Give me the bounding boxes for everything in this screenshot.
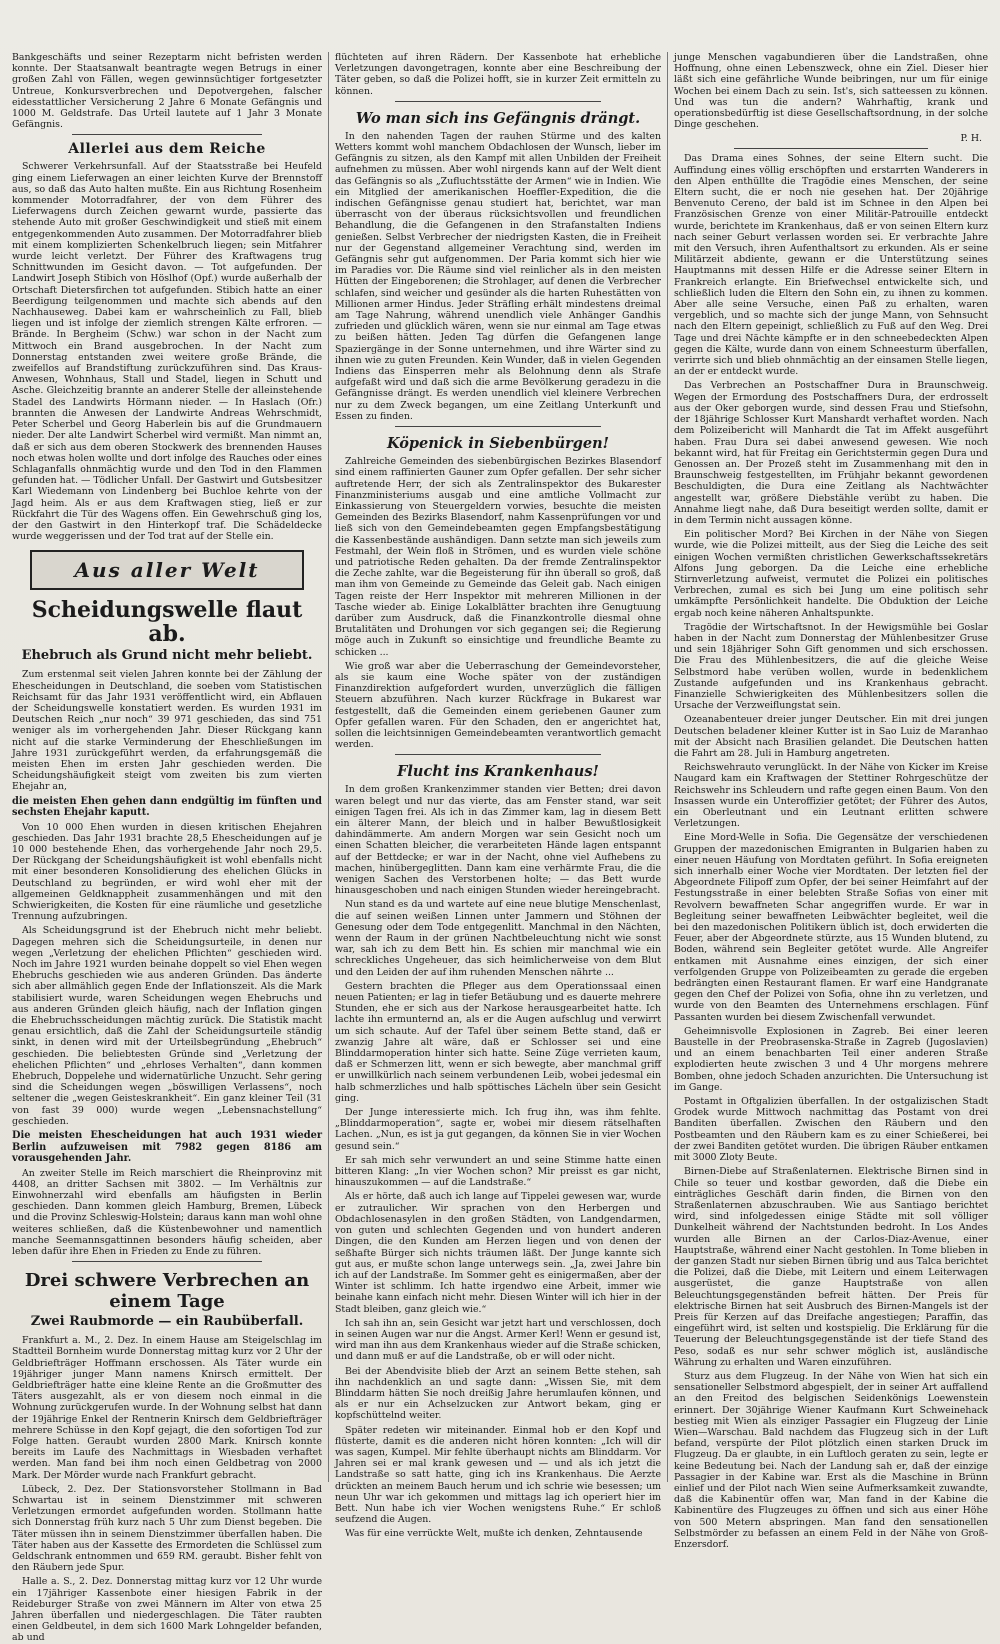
author-signature: P. H. — [960, 133, 982, 145]
section-banner-aus-aller-welt: Aus aller Welt — [30, 550, 304, 590]
paragraph: Das Drama eines Sohnes, der seine Eltern sucht. Die Auffindung eines völlig erschöpften und erstarrten Wanderers in den Alpen enthüllte die Tragödie eines Menschen, der seine Eltern sucht, die er noch nie gesehen hat. Der 20jährige Benvenuto Cereno, der bald ist im Schnee in den Alpen bei Französischen Grenze von einer Militär-Patrouille entdeckt wurde, berichtete im Krankenhaus, daß er von seinen Eltern kurz nach seiner Geburt verlassen worden sei. Er verbrachte Jahre mit den Versuch, ihren Aufenthaltsort zu erkunden. Als er seine Militärzeit abdiente, gewann er die Unterstützung seines Hauptmanns mit dessen Hilfe er die Adresse seiner Eltern in Frankreich erlangte. Ein Briefwechsel entwickelte sich, und schließlich luden die Eltern den Sohn ein, zu ihnen zu kommen. Aber alle seine Versuche, einen Paß zu erhalten, waren vergeblich, und so machte sich der junge Mann, von Sehnsucht nach den Eltern gepeinigt, schließlich zu Fuß auf den Weg. Drei Tage und drei Nächte kämpfte er in den schneebedeckten Alpen gegen die Kälte, wurde dann von einem Schneesturm überfallen, verirrte sich und blieb ohnmächtig an der einsamen Stelle liegen, an der er entdeckt wurde. — [674, 153, 988, 378]
paragraph: In den nahenden Tagen der rauhen Stürme und des kalten Wetters kommt wohl manchem Obdachlosen der Wunsch, lieber im Gefängnis zu sitzen, als den Kampf mit allen Unbilden der Freiheit aufnehmen zu müssen. Aber wohl nirgends kann auf der Welt dient das Gefängnis so als „Zufluchtsstätte der Armen“ wie in Indien. Wie ein Mitglied der amerikanischen Hoeffler-Expedition, die die indischen Gefängnisse genau studiert hat, berichtet, war man überrascht von der überaus rücksichtsvollen und freundlichen Behandlung, die die Gefangenen in den Strafanstalten Indiens genießen. Selbst Verbrecher der niedrigsten Kasten, die in Freiheit nur der Gegenstand allgemeiner Verachtung sind, werden im Gefängnis sehr gut aufgenommen. Der Paria kommt sich hier wie im Paradies vor. Die Räume sind viel reinlicher als in den meisten Hütten der Eingeborenen; die Strohlager, auf denen die Verbrecher schlafen, sind weicher und gesünder als die harten Ruhestätten von Millionen armer Hindus. Jeder Sträfling erhält mindestens dreimal am Tage Nahrung, während unendlich viele Anhänger Gandhis zufrieden und glücklich wären, wenn sie nur einmal am Tage etwas zu beißen hätten. Jeden Tag dürfen die Gefangenen lange Spaziergänge in der Sonne unternehmen, und ihre Wärter sind zu ihnen wie zu guten Freunden. Kein Wunder, daß in vielen Gegenden Indiens das Einsperren mehr als Belohnung denn als Strafe aufgefaßt wird und daß sich die arme Bevölkerung geradezu in die Gefängnisse drängt. Es werden unendlich viel kleinere Verbrechen nur zu dem Zweck begangen, um eine Zeitlang Unterkunft und Essen zu finden. — [335, 130, 661, 422]
paragraph: An zweiter Stelle im Reich marschiert die Rheinprovinz mit 4408, an dritter Sachsen mit 3802. — Im Verhältnis zur Einwohnerzahl wird ebenfalls am häufigsten in Berlin geschieden. Dann kommen gleich Hamburg, Bremen, Lübeck und die Provinz Schleswig-Holstein; daraus kann man wohl ohne weiteres schließen, daß die Küstenbewohner und namentlich manche Seemannsgattinnen besonders häufig scheiden, aber leben dafür ihre Ehen in Frieden zu Ende zu führen. — [12, 1167, 322, 1257]
column-1 — [6, 52, 328, 1644]
paragraph: Gestern brachten die Pfleger aus dem Operationssaal einen neuen Patienten; er lag in tiefer Betäubung und es dauerte mehrere Stunden, ehe er sich aus der Narkose herausgearbeitet hatte. Ich lachte ihn ermunternd an, als er die Augen aufschlug und verwirrt um sich schaute. Auf der Tafel über seinem Bette stand, daß er zwanzig Jahre alt wäre, daß er Schlosser sei und eine Blinddarmoperation hinter sich hatte. Seine Züge verrieten kaum, daß er Schmerzen litt, wenn er sich bewegte, aber manchmal griff er unwillkürlich nach seinem verbundenen Leib, wobei jedesmal ein halb schmerzliches und halb spöttisches Lächeln über sein Gesicht ging. — [335, 980, 661, 1104]
paragraph: Halle a. S., 2. Dez. Donnerstag mittag kurz vor 12 Uhr wurde ein 17jähriger Kassenbote einer hiesigen Fabrik in der Reideburger Straße von zwei Männern im Alter von etwa 25 Jahren überfallen und niedergeschlagen. Die Täter raubten einen Geldbeutel, in dem sich 1600 Mark Lohngelder befanden, ab und — [12, 1576, 322, 1644]
subheadline-ehebruch: Ehebruch als Grund nicht mehr beliebt. — [21, 648, 313, 664]
paragraph: Wie groß war aber die Ueberraschung der Gemeindevorsteher, als sie kaum eine Woche später von der zuständigen Finanzdirektion aufgefordert wurden, unverzüglich die fälligen Steuern abzuführen. Nach kurzer Rückfrage in Bukarest war festgestellt, daß die Gemeinden einem geriebenen Gauner zum Opfer gefallen waren. Für den Schaden, den er angerichtet hat, sollen die leichtsinnigen Gemeindebeamten verantwortlich gemacht werden. — [335, 660, 661, 751]
paragraph: Eine Mord-Welle in Sofia. Die Gegensätze der verschiedenen Gruppen der mazedonischen Emigranten in Bulgarien haben zu einer neuen Häufung von Mordtaten geführt. In Sofia ereigneten sich innerhalb einer Woche vier Mordtaten. Der letzten fiel der Abgeordnete Filipoff zum Opfer, der bei seiner Heimfahrt auf der Festungsstraße in einer belebten Straße Sofias von einer mit Revolvern bewaffneten Schar angegriffen wurde. Er war in Begleitung seiner bewaffneten Leibwächter begleitet, weil die bei den mazedonischen Politikern üblich ist, doch erwiderten die Feuer, aber der Abgeordnete stürzte, aus 15 Wunden blutend, zu Boden, während sein Begleiter getötet wurde. Alle Angreifer entkamen mit Ausnahme eines einzigen, der sich einer verfolgenden Gruppe von Polizeibeamten zu gerade die ergeben bedrängten einen Restaurant flamen. Er warf eine Handgranate gegen den Chef der Polizei von Sofia, ohne ihn zu verletzen, und wurde von den Beamten des Unternehmens erschlagen. Fünf Passanten wurden bei diesem Zwischenfall verwundet. — [674, 832, 988, 1023]
bold-statement: Die meisten Ehescheidungen hat auch 1931 wieder Berlin aufzuweisen mit 7982 gegen 8186 am vorausgehenden Jahr. — [12, 1130, 322, 1165]
headline-drei-verbrechen: Drei schwere Verbrechen an einem Tage — [24, 1270, 310, 1313]
divider — [395, 754, 601, 755]
column-2 — [328, 52, 668, 1540]
paragraph: Was für eine verrückte Welt, mußte ich denken, Zehntausende — [345, 1528, 643, 1540]
headline-gefaengnis: Wo man sich ins Gefängnis drängt. — [355, 109, 641, 127]
paragraph: Das Verbrechen an Postschaffner Dura in Braunschweig. Wegen der Ermordung des Postschaffners Dura, der erdrosselt aus der Oker geborgen wurde, sind dessen Frau und Stiefsohn, der 18jährige Schlosser Kurt Manshardt verhaftet worden. Nach dem Polizeibericht will Manhardt die Tat im Affekt ausgeführt haben. Frau Dura sei dabei anwesend gewesen. Wie noch bekannt wird, hat für Freitag ein Gerichtstermin gegen Dura und Genossen an. Der Prozeß steht im Zusammenhang mit den in Braunschweig festgestellten, im Frühjahr bekannt gewordenen Beschuldigten, die Dura eine Zeitlang als Nachtwächter angestellt war, größere Diebstähle verübt zu haben. Die Annahme liegt nahe, daß Dura beseitigt werden sollte, damit er in dem Termin nicht aussagen könne. — [674, 380, 988, 526]
paragraph: Schwerer Verkehrsunfall. Auf der Staatsstraße bei Heufeld ging einem Lieferwagen an einer leichten Kurve der Brennstoff aus, so daß das Auto halten mußte. Ein aus Richtung Rosenheim kommender Motorradfahrer, der von dem Führer des Lieferwagens durch Zeichen gewarnt wurde, passierte das stehende Auto mit großer Geschwindigkeit und stieß mit einem entgegenkommenden Auto zusammen. Der Motorradfahrer blieb mit einem komplizierten Schenkelbruch liegen; sein Mitfahrer wurde leicht verletzt. Der Führer des Kraftwagens trug Schnittwunden im Gesicht davon. — Tot aufgefunden. Der Landwirt Joseph Stibich von Höslhof (Opf.) wurde außerhalb der Ortschaft Dietersfirchen tot aufgefunden. Stibich hatte an einer Beerdigung teilgenommen und machte sich abends auf den Nachhauseweg. Dabei kam er wahrscheinlich zu Fall, blieb liegen und ist infolge der ziemlich strengen Kälte erfroren. — Brände. In Bergheim (Schw.) war schon in der Nacht zum Mittwoch ein Brand ausgebrochen. In der Nacht zum Donnerstag entstanden zwei weitere große Brände, die zweifellos auf Brandstiftung zurückzuführen sind. Das Kraus-Anwesen, Wohnhaus, Stall und Stadel, liegen in Schutt und Asche. Gleichzeitig brannte an anderer Stelle der alleinstehende Stadel des Landwirts Hörmann nieder. — In Haslach (Ofr.) brannten die Anwesen der Landwirte Andreas Wehrschmidt, Peter Scherbel und Georg Haberlein bis auf die Grundmauern nieder. Der alte Landwirt Scherbel wird vermißt. Man nimmt an, daß er sich aus dem oberen Stockwerk des brennenden Hauses noch etwas holen wollte und dort infolge des Rauches oder eines Schlaganfalls ohnmächtig wurde und den Tod in den Flammen gefunden hat. — Tödlicher Unfall. Der Gastwirt und Gutsbesitzer Karl Wiedemann von Lindenberg bei Buchloe kehrte von der Jagd heim. Als er aus dem Kraftwagen stieg, ließ er zur Rückfahrt die Tür des Wagens offen. Ein Gewehrschuß ging los, der den Gastwirt in den Hinterkopf traf. Die Schädeldecke wurde weggerissen und der Tod trat auf der Stelle ein. — [12, 161, 322, 543]
paragraph: Postamt in Oftgalizien überfallen. In der ostgalizischen Stadt Grodek wurde Mittwoch nachmittag das Postamt von drei Banditen überfallen. Zwischen den Räubern und den Postbeamten und den Räubern kam es zu einer Schießerei, bei der zwei Banditen getötet wurden. Die übrigen Räuber entkamen mit 3000 Zloty Beute. — [674, 1096, 988, 1164]
paragraph: Er sah mich sehr verwundert an und seine Stimme hatte einen bitteren Klang: „In vier Wochen schon? Mir preisst es gar nicht, hinauszukommen — auf die Landstraße.“ — [335, 1154, 661, 1189]
headline-scheidungswelle: Scheidungswelle flaut ab. — [31, 597, 303, 648]
paragraph: flüchteten auf ihren Rädern. Der Kassenbote hat erhebliche Verletzungen davongetragen, konnte aber eine Beschreibung der Täter geben, so daß die Polizei hofft, sie in kurzer Zeit ermitteln zu können. — [335, 52, 661, 97]
paragraph: Zum erstenmal seit vielen Jahren konnte bei der Zählung der Ehescheidungen in Deutschland, die soeben vom Statistischen Reichsamt für das Jahr 1931 veröffentlicht wird, ein Abflauen der Scheidungswelle konstatiert werden. Es wurden 1931 im Deutschen Reich „nur noch“ 39 971 geschieden, das sind 751 weniger als im vorhergehenden Jahr. Dieser Rückgang kann nicht auf die starke Verminderung der Eheschließungen im Jahre 1931 zurückgeführt werden, da erfahrungsgemäß die meisten Ehen im ersten Jahr geschieden werden. Die Scheidungshäufigkeit steigt vom zweiten bis zum vierten Ehejahr an, — [12, 669, 322, 793]
divider — [395, 426, 601, 427]
paragraph: Frankfurt a. M., 2. Dez. In einem Hause am Steigelschlag im Stadtteil Bornheim wurde Donnerstag mittag kurz vor 2 Uhr der Geldbriefträger Hoffmann erschossen. Als Täter wurde ein 19jähriger junger Mann namens Knirsch ermittelt. Der Geldbriefträger hatte eine kleine Rente an die Großmutter des Täters ausgezahlt, als er von diesem noch einmal in die Wohnung zurückgerufen wurde. In der Wohnung selbst hat dann der 19jährige Enkel der Rentnerin Knirsch dem Geldbriefträger mehrere Schüsse in den Kopf gejagt, die den sofortigen Tod zur Folge hatten. Geraubt wurden 2800 Mark. Knirsch konnte bereits im Laufe des Nachmittags in Wiesbaden verhaftet werden. Man fand bei ihm noch einen Geldbetrag von 2000 Mark. Der Mörder wurde nach Frankfurt gebracht. — [12, 1335, 322, 1481]
paragraph: Später redeten wir miteinander. Einmal hob er den Kopf und flüsterte, damit es die anderen nicht hören konnten: „Ich will dir was sagen, Kumpel. Mir fehlte überhaupt nichts am Blinddarm. Vor Jahren sei er mal krank gewesen und — und als ich jetzt die Landstraße so satt hatte, ging ich ins Krankenhaus. Die Aerzte drückten an meinem Bauch herum und ich schrie wie besessen; um neun Uhr war ich gekommen und mittags lag ich operiert hier im Bett. Nun habe ich vier Wochen wenigstens Ruhe.“ Er schloß seufzend die Augen. — [335, 1424, 661, 1526]
paragraph: Nun stand es da und wartete auf eine neue blutige Menschenlast, die auf seinen weißen Linnen unter Jammern und Stöhnen der Genesung oder dem Tode entgegenlitt. Manchmal in den Nächten, wenn der Raum in der grünen Nachtbeleuchtung nicht wie sonst war, sah ich zu dem Bett hin. Es schien mir manchmal wie ein schreckliches Ungeheuer, das sich heimlicherweise von dem Blut und den Leiden der auf ihm ruhenden Menschen nährte ... — [335, 899, 661, 978]
headline-koepenick: Köpenick in Siebenbürgen! — [386, 435, 610, 453]
paragraph: junge Menschen vagabundieren über die Landstraßen, ohne Hoffnung, ohne einen Lebenszweck, ohne ein Ziel. Dieser hier läßt sich eine gefährliche Wunde beibringen, nur um für einige Wochen bei einem Dach zu sein. Ist's, sich satteessen zu können. Und was tun die andern? Wahrhaftig, krank und operationsbedürftig ist diese Gesellschaftsordnung, in der solche Dinge geschehen. — [674, 52, 988, 131]
paragraph: Geheimnisvolle Explosionen in Zagreb. Bei einer leeren Baustelle in der Preobrasenska-Straße in Zagreb (Jugoslavien) und an einem benachbarten Teil einer anderen Straße explodierten heute zwischen 3 und 4 Uhr morgens mehrere Bomben, ohne jedoch Schaden anzurichten. Die Untersuchung ist im Gange. — [674, 1025, 988, 1093]
column-3 — [668, 52, 994, 1550]
paragraph: Als Scheidungsgrund ist der Ehebruch nicht mehr beliebt. Dagegen mehren sich die Scheidungsurteile, in denen nur wegen „Verletzung der ehelichen Pflichten“ geschieden wird. Noch im Jahre 1921 wurden beinahe doppelt so viel Ehen wegen Ehebruchs geschieden wie aus anderen Gründen. Das änderte sich aber allmählich gegen Ende der Inflationszeit. Als die Mark stabilisiert wurde, waren Scheidungen wegen Ehebruchs und aus anderen Gründen gleich häufig, nach der Inflation gingen die Ehebruchsscheidungen mächtig zurück. Die Statistik macht genau ersichtlich, daß die Zahl der Scheidungsurteile ständig sinkt, in denen wird mit der Urteilsbegründung „Ehebruch“ geschieden. Die beliebtesten Gründe sind „Verletzung der ehelichen Pflichten“ und „ehrloses Verhalten“, dann kommen Ehebruch, Doppelehe und widernatürliche Unzucht. Sehr gering sind die Scheidungen wegen „böswilligen Verlassens“, noch seltener die „wegen Geisteskrankheit“. Ein ganz kleiner Teil (31 von fast 39 000) wurde wegen „Lebensnachstellung“ geschieden. — [12, 925, 322, 1127]
paragraph: Birnen-Diebe auf Straßenlaternen. Elektrische Birnen sind in Chile so teuer und kostbar geworden, daß die Diebe ein einträgliches Geschäft darin finden, die Birnen von den Straßenlaternen abzuschrauben. Wie aus Santiago berichtet wird, sind infolgedessen einige Städte mit soll völliger Dunkelheit während der Nachtstunden bedroht. In Los Andes wurden alle Birnen an der Carlos-Diaz-Avenue, einer Hauptstraße, während einer Nacht gestohlen. In Tome blieben in der ganzen Stadt nur sieben Birnen übrig und aus Talca berichtet die Polizei, daß die Diebe, mit Leitern und einem Leiterwagen ausgerüstet, die ganze Hauptstraße von allen Beleuchtungsgegenständen befreit hätten. Der Preis für elektrische Birnen hat seit Ausbruch des Birnen-Mangels ist der Preis für Kerzen auf das Dreifache angestiegen; Paraffin, das eingeführt wird, ist selten und kostspielig. Die Erklärung für die Teuerung der Beleuchtungsgegenstände ist der tiefe Stand des Peso, sodaß es nur sehr schwer möglich ist, ausländische Währung zu erhalten und Waren einzuführen. — [674, 1166, 988, 1368]
paragraph: Ein politischer Mord? Bei Kirchen in der Nähe von Siegen wurde, wie die Polizei mitteilt, aus der Sieg die Leiche des seit einigen Wochen vermißten christlichen Gewerkschaftssekretärs Alfons Jung geborgen. Da die Leiche eine erhebliche Stirnverletzung aufweist, vermutet die Polizei ein politisches Verbrechen, zumal es sich bei Jung um eine politisch sehr umkämpfte Persönlichkeit handelte. Die Obduktion der Leiche ergab noch keine näheren Anhaltspunkte. — [674, 529, 988, 619]
subheadline-raubmorde: Zwei Raubmorde — ein Raubüberfall. — [30, 1314, 304, 1330]
divider — [72, 134, 262, 135]
paragraph: Tragödie der Wirtschaftsnot. In der Hewigsmühle bei Goslar haben in der Nacht zum Donnerstag der Mühlenbesitzer Gruse und sein 18jähriger Sohn Gift genommen und sich erschossen. Die Frau des Mühlenbesitzers, die auf die gleiche Weise Selbstmord habe verüben wollen, wurde in bedenklichem Zustande aufgefunden und ins Krankenhaus gebracht. Finanzielle Schwierigkeiten des Mühlenbesitzers sollen die Ursache der Verzweiflungstat sein. — [674, 621, 988, 712]
paragraph: Bankgeschäfts und seiner Rezeptarm nicht befristen werden konnte. Der Staatsanwalt beantragte wegen Betrugs in einer großen Zahl von Fällen, wegen gewinnsüchtiger fortgesetzter Untreue, Konkursverbrechen und Depotvergehen, falscher eidesstattlicher Versicherung 2 Jahre 6 Monate Gefängnis und 1000 M. Geldstrafe. Das Urteil lautete auf 1 Jahr 3 Monate Gefängnis. — [12, 52, 322, 131]
paragraph: Ich sah ihn an, sein Gesicht war jetzt hart und verschlossen, doch in seinen Augen war nur die Angst. Armer Kerl! Wenn er gesund ist, wird man ihn aus dem Krankenhaus wieder auf die Straße schicken, und dann muß er auf die Landstraße, ob er will oder nicht. — [335, 1317, 661, 1363]
divider — [734, 148, 928, 149]
paragraph: Als er hörte, daß auch ich lange auf Tippelei gewesen war, wurde er zutraulicher. Wir sprachen von den Herbergen und Obdachlosenasylen in den großen Städten, von Landgendarmen, von guten und schlechten Gegenden und von hundert anderen Dingen, die den Kunden am Herzen liegen und von denen der seßhafte Bürger sich nichts träumen läßt. Der Junge kannte sich gut aus, er mußte schon lange unterwegs sein. „Ja, zwei Jahre bin ich auf der Landstraße. Im Sommer geht es einigermaßen, aber der Winter ist schlimm. Ich hatte irgendwo eine Arbeit, immer wie beinahe kann einfach nicht mehr. Diesen Winter will ich hier in der Stadt bleiben, ganz gleich wie.“ — [335, 1191, 661, 1315]
paragraph: Reichswehrauto verunglückt. In der Nähe von Kicker im Kreise Naugard kam ein Kraftwagen der Stettiner Rohrgeschütze der Reichswehr ins Schleudern und rafte gegen einen Baum. Von den Insassen wurde ein Unteroffizier getötet; der Führer des Autos, ein Oberleutnant und ein Leutnant erlitten schwere Verletzungen. — [674, 762, 988, 830]
paragraph: In dem großen Krankenzimmer standen vier Betten; drei davon waren belegt und nur das vierte, das am Fenster stand, war seit einigen Tagen frei. Als ich in das Zimmer kam, lag in diesem Bett ein älterer Mann, der bleich und in halber Bewußtlosigkeit dahindämmerte. Am andern Morgen war sein Gesicht noch um einen Schatten bleicher, die verarbeiteten Hände lagen entspannt auf der Bettdecke; er war in der Nacht, ohne viel Aufhebens zu machen, hinübergeglitten. Dann kam eine verhärmte Frau, die die wenigen Sachen des Verstorbenen holte; — das Bett wurde hinausgeschoben und nach einigen Stunden wieder hereingebracht. — [335, 784, 661, 897]
headline-flucht-krankenhaus: Flucht ins Krankenhaus! — [397, 763, 599, 781]
paragraph: Zahlreiche Gemeinden des siebenbürgischen Bezirkes Blasendorf sind einem raffinierten Gauner zum Opfer gefallen. Der sehr sicher auftretende Herr, der sich als Zentralinspektor des Bukarester Finanzministeriums ausgab und eine amtliche Vollmacht zur Einkassierung von Steuergeldern vorwies, besuchte die meisten Gemeinden des Bezirks Blasendorf, nahm Kassenprüfungen vor und ließ sich von den Gemeindebeamten gegen Empfangsbestätigung die Kassenbestände aushändigen. Dann setzte man sich jeweils zum Festmahl, der Wein floß in Strömen, und es wurden viele schöne und patriotische Reden gehalten. Da der fremde Zentralinspektor die Zeche zahlte, war die Begeisterung für ihn überall so groß, daß man ihm von Gemeinde zu Gemeinde das Geleit gab. Nach einigen Tagen reiste der Herr Inspektor mit mehreren Millionen in der Tasche wieder ab. Einige Lokalblätter brachten ihre Genugtuung darüber zum Ausdruck, daß die Finanzkontrolle diesmal ohne Brutalitäten und Drohungen vor sich gegangen sei; die Regierung möge auch in Zukunft so einsichtige und freundliche Beamte zu schicken ... — [335, 456, 661, 658]
paragraph: Lübeck, 2. Dez. Der Stationsvorsteher Stollmann in Bad Schwartau ist in seinem Dienstzimmer mit schweren Verletzungen ermordet aufgefunden worden. Stollmann hatte sich Donnerstag früh kurz nach 5 Uhr zum Dienst begeben. Die Täter müssen ihn in seinem Dienstzimmer überfallen haben. Die Täter haben aus der Kassette des Ermordeten die Schlüssel zum Geldschrank entnommen und 659 RM. geraubt. Bisher fehlt von den Räubern jede Spur. — [12, 1483, 322, 1574]
section-title-allerlei: Allerlei aus dem Reiche — [68, 141, 266, 158]
paragraph: Sturz aus dem Flugzeug. In der Nähe von Wien hat sich ein sensationeller Selbstmord abgespielt, der in seiner Art auffallend an den Freitod des belgischen Seidenkönigs Loewenstein erinnert. Der 30jährige Wiener Kaufmann Kurt Schweinehack bestieg mit Wien als einziger Passagier ein Flugzeug der Linie Wien—Warschau. Bald nachdem das Flugzeug sich in der Luft befand, verspürte der Pilot plötzlich einen starken Druck im Flugzeug. Da er glaubte, in ein Luftloch geraten zu sein, legte er keine Bedeutung bei. Nach der Landung sah er, daß der einzige Passagier in der Kabine war. Erst als die Maschine in Brünn einlief und der Pilot nach Wien seine Aufmerksamkeit zuwandte, daß die Kabinentür offen war, Man fand in der Kabine die Kabinentüre des Flugzeuges zu öffnen und sich aus einer Höhe von 500 Metern abspringen. Man fand den sensationellen Selbstmörder zu befassen an einem Feld in der Nähe von Groß-Enzersdorf. — [674, 1370, 988, 1550]
column-container — [6, 52, 994, 1644]
bold-statement: die meisten Ehen gehen dann endgültig im fünften und sechsten Ehejahr kaputt. — [12, 795, 322, 819]
paragraph: Ozeanabenteuer dreier junger Deutscher. Ein mit drei jungen Deutschen beladener kleiner Kutter ist in Sao Luiz de Maranhao mit der Absicht nach Brasilien gelandet. Die Deutschen hatten die Fahrt am 28. Juli in Hamburg angetreten. — [674, 714, 988, 759]
col1-intro — [12, 52, 322, 130]
paragraph: Der Junge interessierte mich. Ich frug ihn, was ihm fehlte. „Blinddarmoperation“, sagte er, wobei mir diesem rätselhaften Lachen. „Nun, es ist ja gut gegangen, da können Sie in vier Wochen gesund sein.“ — [335, 1107, 661, 1152]
divider — [72, 1261, 262, 1262]
paragraph: Bei der Abendvisite blieb der Arzt an seinem Bette stehen, sah ihn nachdenklich an und sagte dann: „Wissen Sie, mit dem Blinddarm hätten Sie noch dreißig Jahre herumlaufen können, und als er nur ein Achselzucken zur Antwort bekam, ging er kopfschüttelnd weiter. — [335, 1365, 661, 1422]
divider — [395, 101, 601, 102]
paragraph: Von 10 000 Ehen wurden in diesen kritischen Ehejahren geschieden. Das Jahr 1931 brachte 28,5 Ehescheidungen auf je 10 000 bestehende Ehen, das vorhergehende Jahr noch 29,5. Der Rückgang der Scheidungshäufigkeit ist wohl ebenfalls nicht mit einer besonderen Konsolidierung des ehelichen Glücks in Deutschland zu begründen, er wird wohl eher mit der allgemeinen Geldknappheit zusammenhängen und mit den Schwierigkeiten, die Kosten für eine räumliche und gesetzliche Trennung aufzubringen. — [12, 821, 322, 923]
